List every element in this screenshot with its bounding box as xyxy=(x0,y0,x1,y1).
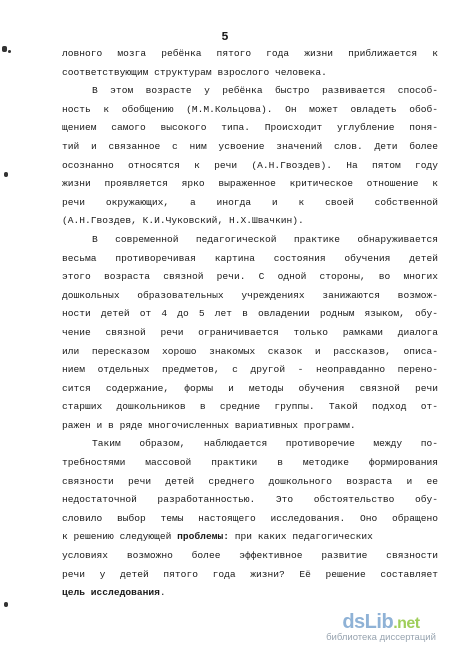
text-line: Таким образом, наблюдается противоречие между по- xyxy=(92,438,438,450)
text-line: жизни проявляется ярко выраженное критическое отношение к xyxy=(62,178,438,190)
text-line: нием отдельных предметов, с другой - неоправданно перено- xyxy=(62,364,438,376)
text-line: ражен и в ряде многочисленных вариативных программ. xyxy=(62,419,356,431)
text-line: ности детей от 4 до 5 лет в овладении родным языком, обу- xyxy=(62,308,438,320)
text-line: речи окружающих, а иногда и к своей собственной xyxy=(62,196,438,208)
text-line: недостаточной разработанностью. Это обстоятельство обу- xyxy=(62,494,438,506)
text-line: чение связной речи ограничивается только рамками диалога xyxy=(62,326,438,338)
watermark-logo-part1: dsLib xyxy=(342,611,394,633)
text-line: В этом возрасте у ребёнка быстро развивается способ- xyxy=(92,85,438,97)
text-line: весьма противоречивая картина состояния обучения детей xyxy=(62,252,438,264)
document-body xyxy=(62,45,438,603)
text-line xyxy=(62,528,438,547)
watermark-caption: библиотека диссертаций xyxy=(326,632,436,643)
text-line: сится содержание, формы и методы обучения связной речи xyxy=(62,382,438,394)
text-line xyxy=(62,584,438,603)
text-line: этого возраста связной речи. С одной стороны, во многих xyxy=(62,271,438,283)
watermark-logo-part2: .net xyxy=(393,615,420,632)
watermark-logo xyxy=(322,611,440,634)
bold-term-goal: цель исследования xyxy=(62,587,160,599)
text-line: связности речи детей среднего дошкольного возраста и ее xyxy=(62,475,438,487)
text-line: щением самого высокого типа. Происходит углубление поня- xyxy=(62,122,438,134)
text-line: тий и связанное с ним усвоение значений слов. Дети более xyxy=(62,140,438,152)
text-line: условиях возможно более эффективное развитие связности xyxy=(62,550,438,562)
text-line: старших дошкольников в средние группы. Такой подход от- xyxy=(62,401,438,413)
scan-mark xyxy=(8,50,11,53)
text-fragment: при каких педагогических xyxy=(228,531,373,543)
bold-term-problem: проблемы: xyxy=(177,531,229,543)
watermark xyxy=(322,611,440,643)
text-line: словило выбор темы настоящего исследования. Оно обращено xyxy=(62,512,438,524)
text-fragment: . xyxy=(159,587,166,599)
text-line: дошкольных образовательных учреждениях занижаются возмож- xyxy=(62,289,438,301)
text-line: (А.Н.Гвоздев, К.И.Чуковский, Н.Х.Швачкин). xyxy=(62,215,304,227)
scan-mark xyxy=(2,46,7,52)
text-line: осознанно относятся к речи (А.Н.Гвоздев). На пятом году xyxy=(62,159,438,171)
text-line: ность к обобщению (М.М.Кольцова). Он может овладеть обоб- xyxy=(62,103,438,115)
text-line: или пересказом хорошо знакомых сказок и рассказов, описа- xyxy=(62,345,438,357)
text-line: В современной педагогической практике обнаруживается xyxy=(92,233,438,245)
text-line: речи у детей пятого года жизни? Её решение составляет xyxy=(62,568,438,580)
text-line: требностями массовой практики в методике формирования xyxy=(62,457,438,469)
text-line: соответствующим структурам взрослого человека. xyxy=(62,66,327,78)
page-number: 5 xyxy=(221,30,229,44)
text-fragment: к решению следующей xyxy=(62,531,172,543)
scan-mark xyxy=(4,602,8,607)
scan-mark xyxy=(4,172,8,177)
text-line: ловного мозга ребёнка пятого года жизни приближается к xyxy=(62,48,438,59)
